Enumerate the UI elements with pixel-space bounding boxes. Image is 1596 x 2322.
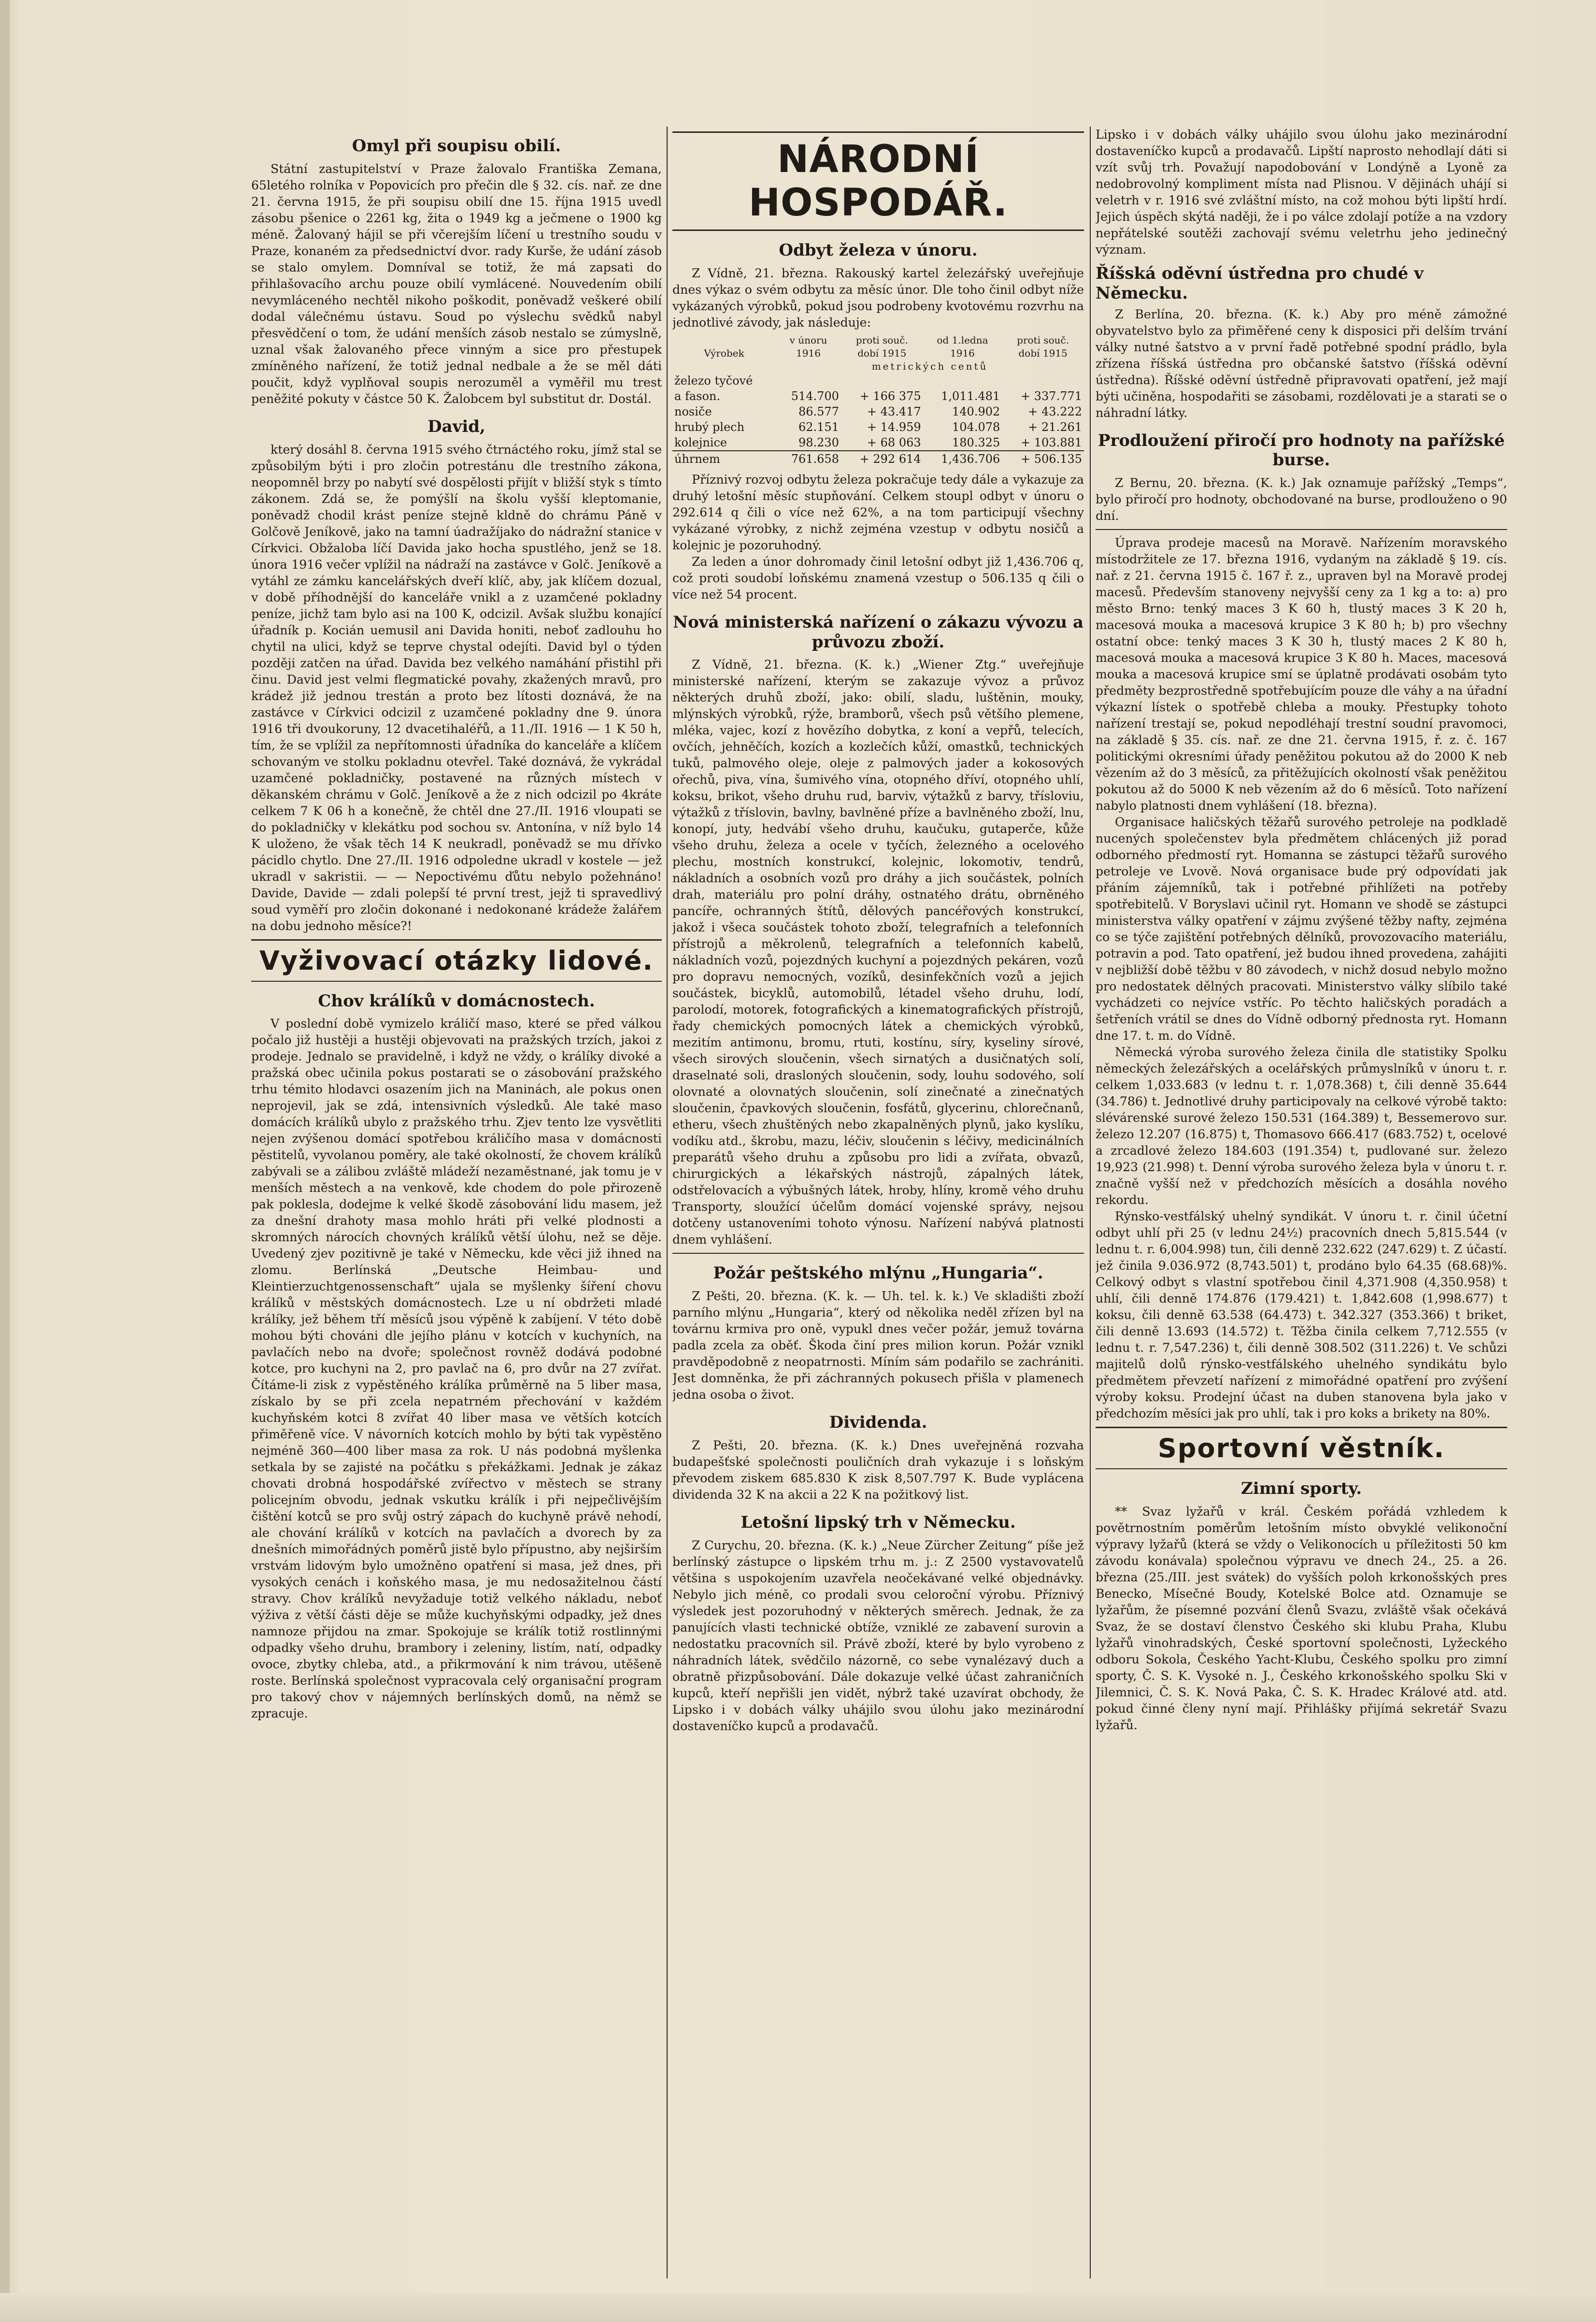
table-cell: a fason. — [674, 389, 720, 403]
table-total-row — [672, 451, 1084, 467]
table-cell: nosiče — [674, 404, 712, 418]
article-body: Z Vídně, 21. března. Rakouský kartel železářský uveřejňuje dnes výkaz o svém odbytu za měsíc únor. Dle toho činil odbyt níže vykázaných výrobků, pokud jsou podrobeny kvotovému rozvrhu na jednotlivé závody, jak následuje: — [672, 266, 1084, 330]
table-header-cell: proti souč. — [855, 334, 908, 346]
article-title: Říšská oděvní ústředna pro chudé v Německu. — [1096, 264, 1424, 303]
table-row — [672, 404, 1084, 419]
table-row — [672, 435, 1084, 451]
table-cell: + 166 375 — [859, 389, 921, 403]
table-header-cell — [672, 334, 776, 347]
article-title: Odbyt železa v únoru. — [779, 241, 978, 260]
section-heading: Vyživovací otázky lidové. — [259, 945, 654, 976]
table-unit-label: metrických centů — [871, 360, 988, 372]
table-row — [672, 388, 1084, 404]
article-body: V poslední době vymizelo králičí maso, které se před válkou počalo již hustěji a hustěji objevovati na pražských trzích, jakoi z prodeje. Jednalo se pravidelně, i když ne vždy, o králíky divoké a pražská obec učinila pokus postarati se o zásobování pražského trhu témito hlodavci osazením jich na Maninách, ale pokus onen neprojevil, jak se zdá, intensivních výsledků. Ale také maso domácích králíků ubylo z pražského trhu. Zjev tento lze vysvětliti nejen zvýšenou domácí spotřebou králičího masa v domácnosti pěstitelů, vyvolanou poměry, ale také okolností, že chovem králíků zabývali se a zálibou zvláště mládeží nezaměstnané, jak tomu je v menších městech a na venkově, kde chodem do pole přirozeně pak poklesla, dodejme k velké škodě zásobování lidu masem, jež za dnešní drahoty masa mohlo hráti při velké plodnosti a skromných nárocích chovných králíků větší úlohu, než se děje. Uvedený zjev pozitivně je také v Německu, kde věci již ihned na zlomu. Berlínská „Deutsche Heimbau- und Kleintierzuchtgenossenschaft“ ujala se myšlenky šíření chovu králíků v městských domácnostech. Lze u ní obdržeti mladé králíky, jež během tří měsíců jsou výpěně k zabíjení. V této době mohou býti chováni dle jejího plánu v kotcích v kuchyních, na pavlačích nebo na dvoře; společnost rovněž dodává podobné kotce, pro kuchyni na 2, pro pavlač na 6, pro dvůr na 27 zvířat. Čítáme-li zisk z vypěstěného králíka průměrně na 5 liber masa, získalo by se při zcela nepatrném přechování v každém kuchyňském kotci 8 zvířat 40 liber masa ve větších kotcích přiměřeně více. V návorních kotcích mohlo by býti tak vypěstěno nejméně 360—400 liber masa za rok. U nás podobná myšlenka setkala by se zajisté na počátku s překážkami. Jednak je zákaz chovati drobná hospodářské zvířectvo v městech se strany policejním obvodu, jednak vskutku králík i při nejpečlivějším čištění kotců se pro svůj ostrý zápach do kuchyně právě nehodí, ale chování králíků v kotcích na pavlačích a dvorech by za dnešních mimořádných poměrů jistě bylo přípustno, aby nejširším vrstvám lidovým bylo umožněno opatření si masa, jež dnes, při vysokých cenách i koňského masa, je mu nedosažitelnou částí stravy. Chov králíků nevyžaduje totiž velkého nákladu, neboť výživa z větší části děje se může kuchyňskými odpadky, jež dnes namnoze přijdou na zmar. Spokojuje se králík totiž rostlinnými odpadky všeho druhu, brambory i zeleniny, listím, natí, odpadky ovoce, zbytky chleba, atd., a přikrmování k nim trávou, utěšeně roste. Berlínská společnost vypracovala celý organisační program pro takový chov v nájemných berlínských domů, na němž se zpracuje. — [251, 1017, 662, 1721]
article-body: Z Vídně, 21. března. (K. k.) „Wiener Ztg.“ uveřejňuje ministerské nařízení, kterým se zakazuje vývoz a průvoz některých druhů zboží, jako: obilí, sladu, luštěnin, mouky, mlýnských výrobků, rýže, bramborů, všech psů většího plemene, mléka, vajec, kozí z hovězího dobytka, z koní a vepřů, telecích, ovčích, jehněčích, kozích a kozlečích kůží, omastků, technických tuků, palmového oleje, oleje z palmových jader a kokosových ořechů, piva, vína, šumivého vína, otopného dříví, otopného uhlí, koksu, brikot, všeho druhu rud, barviv, výtažků z barvy, třísloviu, výtažků z tříslovin, bavlny, bavlněné příze a bavlněného zboží, lnu, konopí, juty, hedvábí všeho druhu, kaučuku, gutaperče, kůže všeho druhu, železa a ocele v tyčích, železného a ocelového plechu, mostních konstrukcí, kolejnic, lokomotiv, tendrů, nákladních a osobních vozů pro dráhy a jich součástek, polních drah, materiálu pro polní dráhy, ostnatého drátu, obrněného pancíře, ochranných štítů, dělových pancéřových konstrukcí, jakož i všeca součástek tohoto zboží, telegrafních a telefonních přístrojů a měkrolenů, telegrafních a telefonních kabelů, nákladních vozů, pojezdných kuchyní a pojezdných pekáren, vozů pro dopravu nemocných, vozíků, desinfekčních vozů a jejich součástek, bicyklů, automobilů, létadel všeho druhu, lodí, parolodí, motorek, fotografických a kinematografických přístrojů, řady chemických pomocných látek a chemických výrobků, mezitím antimonu, bromu, rtuti, kostínu, síry, kyseliny sírové, všech sirových sloučenin, všech sirnatých a dusičnatých solí, draselnaté soli, drasloných sloučenin, sody, louhu sodového, solí olovnaté a olovnatých sloučenin, solí zinečnaté a zinečnatých sloučenin, čpavkových sloučenin, fosfátů, glycerinu, chlorečnanů, etheru, všech zhuštěných nebo zkapalněných plynů, jako kyslíku, vodíku atd., škrobu, mazu, léčiv, sloučenin s léčivy, medicinálních preparátů všeho druhu a způsobu pro lidi a zvířata, obvazů, chirurgických a lékařských nástrojů, zápalných látek, odstřelovacích a výbušných látek, hroby, hlíny, kromě vého druhu Transporty, sloužící účelům domácí vojenské správy, nejsou dotčeny ustanoveními tohoto výnosu. Nařízení nabývá platnosti dnem vyhlášení. — [672, 658, 1084, 1247]
table-cell — [776, 373, 841, 388]
article-title: Dividenda. — [829, 1413, 927, 1433]
article-body: Z Pešti, 20. března. (K. k. — Uh. tel. k. k.) Ve skladišti zboží parního mlýnu „Hungaria“, který od několika neděl zřízen byl na továrnu krmiva pro oně, vypukl dnes večer požár, jemuž továrna padla zcela za oběť. Škoda činí pres milion korun. Požár vznikl pravděpodobně z neopatrnosti. Míním sám podařilo se zachrániti. Jest domněnka, že při záchranných pokusech přišla v plamenech jedna osoba o život. — [672, 1289, 1084, 1402]
column-rule — [667, 127, 668, 2279]
article-divider — [1096, 529, 1507, 530]
article-title: Chov králíků v domácnostech. — [318, 991, 595, 1011]
table-cell: + 292 614 — [841, 451, 923, 467]
table-cell: 1,011.481 — [941, 389, 1000, 403]
table-cell: + 337.771 — [1021, 389, 1082, 403]
masthead-rule — [672, 131, 1084, 133]
table-cell: + 14.959 — [867, 420, 921, 434]
table-cell: + 43.222 — [1028, 404, 1082, 418]
section-heading: Sportovní věstník. — [1157, 1433, 1445, 1464]
article-body: Z Pešti, 20. března. (K. k.) Dnes uveřejněná rozvaha budapešťské společnosti pouličních drah vykazuje i s loňským převodem ziskem 685.830 K zisk 8,507.797 K. Bude vyplácena dividenda 32 K na akcii a 22 K na požitkový list. — [672, 1438, 1084, 1502]
masthead-rule — [672, 229, 1084, 231]
table-cell — [923, 373, 1002, 388]
table-cell: 62.151 — [798, 420, 839, 434]
article-body: Z Curychu, 20. března. (K. k.) „Neue Zürcher Zeitung“ píše jež berlínský zástupce o lipském trhu m. j.: Z 2500 vystavovatelů většina s uspokojením uzavřela neočekávané velké objednávky. Nebylo jich méně, co prodali svou celoroční výrobu. Příznivý výsledek jest pozoruhodný v některých směrech. Jednak, že za panujících vlasti technické obtíže, vzniklé ze zabavení surovin a nedostatku pracovních sil. Právě zboží, které by bylo vyrobeno z náhradních látek, svědčilo názorně, co sebe vynalézavý duch a obratně přizpůsobování. Dále dokazuje velké účast zahraničních kupců, kteří nepřišli jen vidět, nýbrž také uzavírat obchody, že Lipsko i v dobách války uhájilo svou úlohu jako mezinárodní dostaveníčko kupců a prodavačů. — [672, 1538, 1084, 1733]
article-title: Letošní lipský trh v Německu. — [741, 1512, 1016, 1532]
article-body: Rýnsko-vestfálský uhelný syndikát. V únoru t. r. činil účetní odbyt uhlí při 25 (v lednu 24½) pracovních dnech 5,815.544 (v lednu t. r. 6,004.998) tun, čili denně 232.622 (247.629) t. Z účastí. jež činila 9.036.972 (8,743.501) t, prodáno bylo 64.35 (68.68)%. Celkový odbyt s vlastní spotřebou činil 4,371.908 (4,350.958) t uhlí, čili denně 174.876 (179.421) t. 1,842.608 (1,998.677) t koksu, čili denně 63.538 (64.473) t. 342.327 (353.366) t briket, čili denně 13.693 (14.572) t. Těžba činila celkem 7,712.555 (v lednu t. r. 7,547.236) t, čili denně 308.502 (311.226) t. Ve schůzi majitelů dolů rýnsko-vestfálského uhelného syndikátu bylo předmětem převzetí nařízení z mimořádné opatření pro zvýšení výroby koksu. Prodejní účast na duben stanovena byla jako v předchozím měsíci jak pro uhlí, tak i pro koks a brikety na 80%. — [1096, 1209, 1507, 1421]
table-cell: úhrnem — [672, 451, 776, 467]
table-header-cell: dobí 1915 — [857, 347, 907, 359]
table-header-row — [672, 334, 1084, 347]
table-header-row — [672, 360, 1084, 373]
article-body: Německá výroba surového železa činila dle statistiky Spolku německých železářských a ocelářských průmyslníků v únoru t. r. celkem 1,033.683 (v lednu t. r. 1,078.368) t, čili denně 35.644 (34.786) t. Jednotlivé druhy participovaly na celkové výrobě takto: slévárenské surové železo 150.531 (164.389) t, Bessemerovo sur. železo 12.207 (16.875) t, Thomasovo 666.417 (683.752) t, ocelové a zrcadlové železo 184.603 (191.354) t, pudlované sur. železo 19,923 (21.998) t. Denní výroba surového železa byla v únoru t. r. značně vyšší než v předchozích měsících a dosáhla nového rekordu. — [1096, 1045, 1507, 1207]
table-cell: 514.700 — [791, 389, 839, 403]
table-header-cell: dobí 1915 — [1018, 347, 1068, 359]
table-cell: + 43.417 — [867, 404, 921, 418]
table-cell: 104.078 — [952, 420, 1000, 434]
table-row — [672, 373, 1084, 388]
table-header-cell: proti souč. — [1017, 334, 1069, 346]
article-body: Příznivý rozvoj odbytu železa pokračuje tedy dále a vykazuje za druhý letošní měsíc stupňování. Celkem stoupl odbyt v únoru o 292.614 q čili o více než 62%, a na tom participují všechny vykázané výrobky, z nichž zejména vzestup v odbytu nosičů a kolejnic je pozoruhodný. — [672, 472, 1084, 552]
table-cell: kolejnice — [674, 435, 727, 449]
article-body: ** Svaz lyžařů v král. Českém pořádá vzhledem k povětrnostním poměrům letošním místo obvyklé velikonoční výpravy lyžařů (která se vždy o Velikonocích u příležitosti 50 km závodu konávala) společnou výpravu ve dnech 24., 25. a 26. března (25./III. jest svátek) do vyšších poloh krkonošských pres Benecko, Mísečné Boudy, Kotelské Bolce atd. Oznamuje se lyžařům, že písemné pozvání členů Svazu, zvláště však očekává Svaz, že se dostaví členstvo Českého ski klubu Praha, Klubu lyžařů vinohradských, České sportovní společnosti, Lyžeckého odboru Sokola, Českého Yacht-Klubu, Českého spolku pro zimní sporty, Č. S. K. Vysoké n. J., Českého krkonošského spolku Ski v Jilemnici, Č. S. K. Nová Paka, Č. S. K. Hradec Králové atd. atd. pokud činné členy nyní mají. Přihlášky přijímá sekretář Svazu lyžařů. — [1096, 1504, 1507, 1732]
article-body: Lipsko i v dobách války uhájilo svou úlohu jako mezinárodní dostaveníčko kupců a prodavačů. Lipští naprosto nehodlají dáti si vzít svůj trh. Považují napodobování v Londýně a Lyoně za nedobrovolný kompliment místa nad Plisnou. V dějinách uhájí si veletrh v r. 1916 své zvláštní místo, na což mohou býti lipští hrdí. Jejich úspěch skýtá naději, že i po válce zdolají potíže a na vzdory nepřátelské soutěži zachovají svému veletrhu jeho jedinečný význam. — [1096, 128, 1507, 257]
table-cell: + 68 063 — [867, 435, 921, 449]
article-title: Nová ministerská nařízení o zákazu vývozu a průvozu zboží. — [673, 612, 1083, 652]
table-cell — [1002, 373, 1084, 388]
table-row — [672, 419, 1084, 435]
article-title: Zimní sporty. — [1240, 1479, 1362, 1499]
table-cell: 86.577 — [798, 404, 839, 418]
table-cell: hrubý plech — [674, 420, 745, 434]
column-rule — [1090, 127, 1091, 2279]
section-masthead: NÁRODNÍ HOSPODÁŘ. — [748, 138, 1008, 225]
table-cell: 180.325 — [952, 435, 1000, 449]
table-cell: 1,436.706 — [923, 451, 1002, 467]
column-2 — [672, 127, 1084, 2283]
article-body: Úprava prodeje macesů na Moravě. Nařízením moravského místodržitele ze 17. března 1916, vydaným na základě § 19. cís. nař. z 21. června 1915 č. 167 ř. z., upraven byl na Moravě prodej macesů. Především stanoveny nejvyšší ceny za 1 kg a to: a) pro město Brno: tenký maces 3 K 60 h, tlustý maces 3 K 20 h, macesová mouka a macesová krupice 3 K 80 h; b) pro všechny ostatní obce: tenký maces 3 K 30 h, tlustý maces 2 K 80 h, macesová mouka a macesová krupice 3 K 80 h. Maces, macesová mouka a macesová krupice smí se úplatně prodávati osobám tyto předměty bezprostředně spotřebujícím pouze dle váhy a na úřadní výkazní lístek o spotřebě chleba a mouky. Přestupky tohoto nařízení trestají se, pokud nepodléhají trestní soudní pravomoci, na základě § 35. cís. nař. ze dne 21. června 1915, ř. z. č. 167 politickými okresními úřady peněžitou pokutou až do 2000 K neb vězením až do 3 měsíců, za přitěžujících okolností však peněžitou pokutou až do 5000 K neb vězením až do 6 měsíců. Toto nařízení nabylo platnosti dnem vyhlášení (18. března). — [1096, 536, 1507, 813]
table-cell: 98.230 — [798, 435, 839, 449]
article-title: David, — [428, 416, 485, 436]
table-header-cell: 1916 — [796, 347, 821, 359]
table-cell: + 103.881 — [1021, 435, 1082, 449]
article-body: Organisace haličských těžařů surového petroleje na podkladě nucených společenstev byla předmětem chlácených již porad odborného předmostí ryt. Homanna se zástupci těžařů surového petroleje ve Lvově. Nová organisace bude prý odpovídati jak přáním zájemníků, tak i potřebné přihlížeti na potřeby spotřebitelů. V Boryslavi učinil ryt. Homann ve shodě se zástupci ministerstva války opatření v zájmu zvýšené těžby nafty, zejména co se týče zajištění potřebných dělníků, provozovacího materiálu, potravin a pod. Tato opatření, jež budou ihned provedena, zahájiti v nejbližší době těžbu v 80 závodech, v nichž dosud nebylo možno pro nedostatek dělných pracovati. Ministerstvo války slíbilo také vychádzeti co nejvíce vstříc. Po těchto haličských poradách a šetřeních vrátil se dnes do Vídně odborný přednosta ryt. Homann dne 17. t. m. do Vídně. — [1096, 815, 1507, 1043]
article-title: Omyl při soupisu obilí. — [352, 136, 561, 156]
table-cell — [841, 373, 923, 388]
table-header-cell: v únoru — [789, 334, 827, 346]
page-bottom-shadow — [0, 2293, 1596, 2322]
article-body: Z Bernu, 20. března. (K. k.) Jak oznamuje pařížský „Temps“, bylo přiročí pro hodnoty, obchodované na burse, prodlouženo o 90 dní. — [1096, 476, 1507, 523]
article-body: který dosáhl 8. června 1915 svého čtrnáctého roku, jímž stal se způsobilým býti i pro zločin potrestánu dle trestního zákona, neopomněl brzy po nabytí své dospělosti přijít v bližší styk s tímto zákonem. Zdá se, že pomýšlí na školu vyšší kleptomanie, poněvadž chodil krást peníze stejně kldně do chrámu Páně v Golčově Jeníkově, jako na tamní úadražíjako do nádražní stanice v Církvici. Obžaloba líčí Davida jako hocha spustlého, jenž se 18. února 1916 večer vplížil na nádraží na zastávce v Golč. Jeníkově a vytáhl ze zámku kancelářských dveří klíč, aby, jak klíčem dozual, v době příhodnější do kanceláře vnikl a z uzamčené pokladny peníze, jichž tam bylo asi na 100 K, odcizil. Avšak službu konající úřadník p. Kocián uemusil ani Davida honiti, neboť zadlouhu ho chytil na ulici, když se teprve chystal odejíti. David byl o týden později zatčen na úřad. Davida bez velkého namáhání přistihl při činu. David jest velmi flegmatické povahy, zkažených mravů, pro krádež již jednou trestán a proto bez lítosti doznává, že na zastávce v Církvici odcizil z uzamčené pokladny dne 9. února 1916 tři dvoukoruny, 12 dvacetihaléřů, a 11./II. 1916 — 1 K 50 h, tím, že se vplížil za nepřítomnosti úřadníka do kanceláře a klíčem schovaným ve stolku pokladnu otevřel. Také doznává, že vykrádal uzamčené pokladničky, postavené na různých místech v děkanském chrámu v Golč. Jeníkově a že z nich odcizil po 4kráte celkem 7 K 06 h a konečně, že chtěl dne 27./II. 1916 vloupati se do pokladničky v klekátku pod sochou sv. Antonína, v níž bylo 14 K uloženo, že však těch 14 K neukradl, poněvadž se mu dřívko pácidlo chytlo. Dne 27./II. 1916 odpoledne ukradl v kostele — jež ukradl v sakristii. — — Nepoctivému ďůtu nebylo požehnáno! Davide, Davide — zdali polepší té první trest, jejž ti spravedlivý soud vyměří pro zločin dokonané i nedokonané krádeže žalářem na dobu jednoho měsíce?! — [251, 442, 662, 933]
table-cell: + 506.135 — [1002, 451, 1084, 467]
page-binding-edge — [0, 0, 10, 2322]
section-divider — [251, 939, 662, 941]
table-cell: 761.658 — [776, 451, 841, 467]
section-divider — [1096, 1427, 1507, 1428]
article-body: Za leden a únor dohromady činil letošní odbyt již 1,436.706 q, což proti soudobí loňskému znamená vzestup o 506.135 q čili o více než 54 procent. — [672, 554, 1084, 602]
article-body: Státní zastupitelství v Praze žalovalo Františka Zemana, 65letého rolníka v Popovicích pro přečin dle § 32. cís. nař. ze dne 21. června 1915, že při soupisu obilí dne 15. října 1915 uvedl zásobu pšenice o 2261 kg, žita o 1949 kg a ječmene o 1900 kg méně. Žalovaný hájil se při včerejším líčení u trestního soudu v Praze, konaném za předsednictví dvor. rady Kurše, že udání zásob se stalo omylem. Domníval se totiž, že má zapsati do přihlašovacího archu pouze obilí vymlácené. Nouvedením obilí nevymláceného nechtěl nikoho poškodit, poněvadž veškeré obilí dodal válečnému ústavu. Soud po výslechu svědků nabyl přesvědčení o tom, že udání menších zásob nestalo se zúmyslně, uznal však žalovaného přece vinným a sice pro přestupek zmíněného nařízení, že totiž jednal nedbale a že se měl dáti poučit, když vyplňoval soupis nerozuměl a vyměřil mu trest peněžité pokuty v částce 50 K. Žalobcem byl substitut dr. Dostál. — [251, 161, 662, 406]
article-divider — [672, 1253, 1084, 1254]
table-cell: 140.902 — [952, 404, 1000, 418]
article-title: Prodloužení přiročí pro hodnoty na pařížské burse. — [1097, 430, 1505, 470]
column-3 — [1096, 127, 1507, 2283]
table-header-cell: Výrobek — [704, 347, 744, 359]
article-title: Požár peštského mlýnu „Hungaria“. — [713, 1263, 1043, 1283]
section-divider — [251, 981, 662, 982]
table-cell: + 21.261 — [1028, 420, 1082, 434]
column-1 — [251, 127, 662, 2283]
table-header-cell: 1916 — [950, 347, 975, 359]
table-header-row — [672, 347, 1084, 360]
table-cell: železo tyčové — [674, 373, 753, 387]
iron-sales-table — [672, 334, 1084, 467]
section-divider — [1096, 1468, 1507, 1469]
article-body: Z Berlína, 20. března. (K. k.) Aby pro méně zámožné obyvatelstvo bylo za přiměřené ceny k disposici při delším trvání války nutné šatstvo a v první řadě potřebné spodní prádlo, byla zřízena říšská ústředna pro občanské šatstvo (říšská oděvní ústředna). Říšské oděvní ústředně připravovati opatření, jež mají býti učiněna, hospodařiti se zásobami, rozdělovati je a starati se o náhradní látky. — [1096, 307, 1507, 420]
table-header-cell: od 1.ledna — [937, 334, 988, 346]
